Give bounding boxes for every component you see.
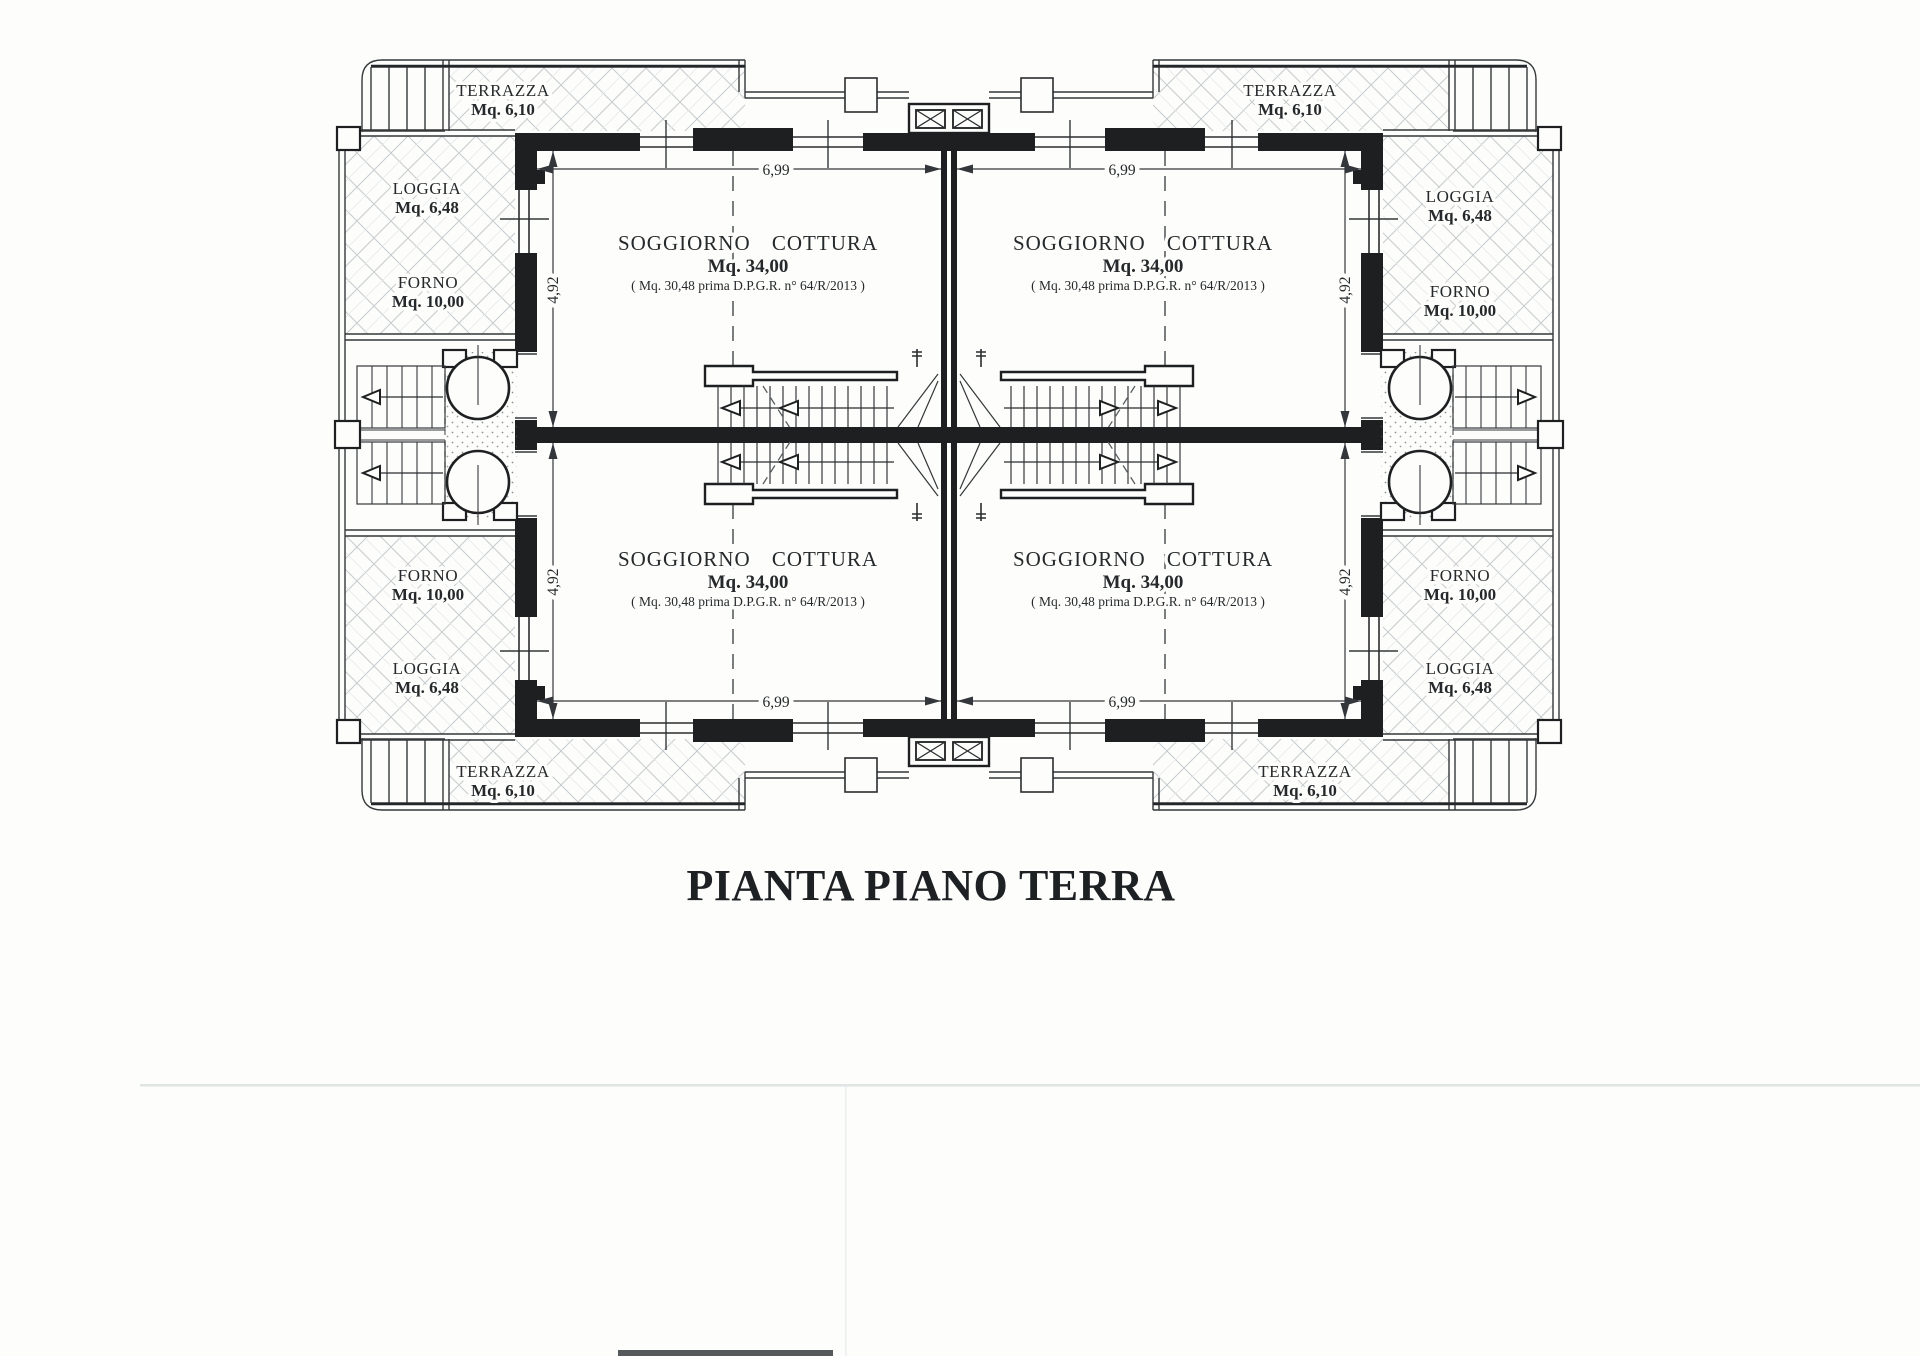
forno-label-top-left: FORNO xyxy=(397,273,459,292)
loggia-label-bottom-left: LOGGIA xyxy=(392,659,462,678)
forno-area-top-right: Mq. 10,00 xyxy=(1423,301,1497,320)
forno-area-bottom-right: Mq. 10,00 xyxy=(1423,585,1497,604)
room-label-top-right: SOGGIORNO COTTURA xyxy=(1012,231,1274,255)
room-note-top-right: ( Mq. 30,48 prima D.P.G.R. n° 64/R/2013 ) xyxy=(1031,278,1265,293)
room-label-bottom-left: SOGGIORNO COTTURA xyxy=(617,547,879,571)
linework-bottom-left xyxy=(337,427,957,810)
flue-block-bottom xyxy=(909,737,989,766)
dim-width-top-right: 6,99 xyxy=(1108,162,1136,179)
terrazza-area-bottom-right: Mq. 6,10 xyxy=(1273,781,1337,800)
entry-porch-right xyxy=(1381,345,1563,525)
dim-width-bottom-right: 6,99 xyxy=(1108,694,1136,711)
loggia-label-bottom-right: LOGGIA xyxy=(1425,659,1495,678)
forno-label-top-right: FORNO xyxy=(1429,282,1491,301)
flue-block-top xyxy=(909,104,989,133)
scan-artifact-edge xyxy=(618,1350,833,1356)
loggia-label-top-left: LOGGIA xyxy=(392,179,462,198)
dim-depth-bottom-left: 4,92 xyxy=(545,568,562,596)
entry-porch-left xyxy=(335,345,517,525)
terrazza-area-top-right: Mq. 6,10 xyxy=(1258,100,1322,119)
dim-depth-top-right: 4,92 xyxy=(1337,276,1354,304)
room-note-bottom-right: ( Mq. 30,48 prima D.P.G.R. n° 64/R/2013 ) xyxy=(1031,594,1265,609)
room-area-top-left: Mq. 34,00 xyxy=(707,256,789,277)
scan-artifact-line xyxy=(140,1084,1920,1087)
room-label-top-left: SOGGIORNO COTTURA xyxy=(617,231,879,255)
terrazza-label-top-left: TERRAZZA xyxy=(456,81,550,100)
loggia-label-top-right: LOGGIA xyxy=(1425,187,1495,206)
drawing-title: PIANTA PIANO TERRA xyxy=(686,861,1176,910)
loggia-area-top-right: Mq. 6,48 xyxy=(1428,206,1492,225)
room-area-top-right: Mq. 34,00 xyxy=(1102,256,1184,277)
dim-depth-bottom-right: 4,92 xyxy=(1337,568,1354,596)
room-area-bottom-right: Mq. 34,00 xyxy=(1102,572,1184,593)
dim-width-top-left: 6,99 xyxy=(762,162,790,179)
room-area-bottom-left: Mq. 34,00 xyxy=(707,572,789,593)
forno-label-bottom-right: FORNO xyxy=(1429,566,1491,585)
loggia-area-bottom-left: Mq. 6,48 xyxy=(395,678,459,697)
loggia-area-top-left: Mq. 6,48 xyxy=(395,198,459,217)
terrazza-label-bottom-left: TERRAZZA xyxy=(456,762,550,781)
forno-area-top-left: Mq. 10,00 xyxy=(391,292,465,311)
dim-width-bottom-left: 6,99 xyxy=(762,694,790,711)
forno-area-bottom-left: Mq. 10,00 xyxy=(391,585,465,604)
room-label-bottom-right: SOGGIORNO COTTURA xyxy=(1012,547,1274,571)
linework-bottom-right xyxy=(941,427,1561,810)
forno-label-bottom-left: FORNO xyxy=(397,566,459,585)
scan-artifact-vline xyxy=(845,1086,847,1356)
terrazza-area-top-left: Mq. 6,10 xyxy=(471,100,535,119)
terrazza-label-bottom-right: TERRAZZA xyxy=(1258,762,1352,781)
terrazza-area-bottom-left: Mq. 6,10 xyxy=(471,781,535,800)
terrazza-label-top-right: TERRAZZA xyxy=(1243,81,1337,100)
room-note-bottom-left: ( Mq. 30,48 prima D.P.G.R. n° 64/R/2013 ) xyxy=(631,594,865,609)
loggia-area-bottom-right: Mq. 6,48 xyxy=(1428,678,1492,697)
dim-depth-top-left: 4,92 xyxy=(545,276,562,304)
room-note-top-left: ( Mq. 30,48 prima D.P.G.R. n° 64/R/2013 ) xyxy=(631,278,865,293)
